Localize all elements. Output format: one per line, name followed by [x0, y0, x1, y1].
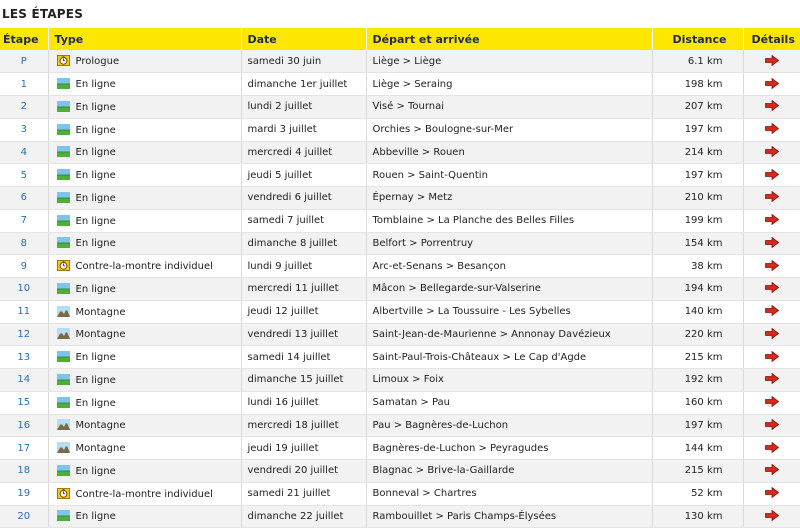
table-row [0, 96, 800, 119]
stage-date: vendredi 6 juillet [241, 187, 366, 210]
stage-type: En ligne [75, 215, 116, 227]
stage-type: Montagne [75, 420, 126, 432]
stage-type-cell [48, 346, 241, 369]
mountain-stage-icon [57, 442, 70, 453]
stage-date: dimanche 22 juillet [241, 505, 366, 528]
flat-stage-icon [57, 510, 70, 521]
flat-stage-icon [57, 215, 70, 226]
stage-route: Saint-Paul-Trois-Châteaux > Le Cap d'Agde [366, 346, 652, 369]
stage-route: Tomblaine > La Planche des Belles Filles [366, 209, 652, 232]
stage-number: P [0, 50, 48, 73]
stage-route: Mâcon > Bellegarde-sur-Valserine [366, 278, 652, 301]
table-row [0, 187, 800, 210]
stage-route: Épernay > Metz [366, 187, 652, 210]
stage-type-cell [48, 460, 241, 483]
stage-distance: 197 km [652, 118, 743, 141]
stage-date: lundi 16 juillet [241, 391, 366, 414]
flat-stage-icon [57, 397, 70, 408]
table-row [0, 482, 800, 505]
stage-number: 4 [0, 141, 48, 164]
stage-type: En ligne [75, 283, 116, 295]
flat-stage-icon [57, 78, 70, 89]
stage-distance: 52 km [652, 482, 743, 505]
details-cell [743, 369, 800, 392]
mountain-stage-icon [57, 419, 70, 430]
stage-type: En ligne [75, 101, 116, 113]
stage-distance: 192 km [652, 369, 743, 392]
stage-type-cell [48, 278, 241, 301]
table-row [0, 391, 800, 414]
details-cell [743, 73, 800, 96]
details-arrow-icon[interactable] [765, 214, 779, 225]
stage-route: Rouen > Saint-Quentin [366, 164, 652, 187]
column-header-distance: Distance [652, 28, 743, 50]
stage-type-cell [48, 482, 241, 505]
stage-type-cell [48, 73, 241, 96]
stage-type-cell [48, 164, 241, 187]
details-arrow-icon[interactable] [765, 191, 779, 202]
stage-type: En ligne [75, 465, 116, 477]
stage-distance: 160 km [652, 391, 743, 414]
details-cell [743, 50, 800, 73]
stage-distance: 6.1 km [652, 50, 743, 73]
stage-date: samedi 21 juillet [241, 482, 366, 505]
details-arrow-icon[interactable] [765, 442, 779, 453]
details-arrow-icon[interactable] [765, 396, 779, 407]
stage-type: En ligne [75, 374, 116, 386]
stage-route: Liège > Seraing [366, 73, 652, 96]
stage-date: mardi 3 juillet [241, 118, 366, 141]
flat-stage-icon [57, 237, 70, 248]
details-arrow-icon[interactable] [765, 146, 779, 157]
stage-date: dimanche 1er juillet [241, 73, 366, 96]
stage-date: jeudi 5 juillet [241, 164, 366, 187]
details-cell [743, 278, 800, 301]
stage-number: 6 [0, 187, 48, 210]
details-arrow-icon[interactable] [765, 305, 779, 316]
stage-type-cell [48, 414, 241, 437]
stage-type-cell [48, 232, 241, 255]
stage-date: jeudi 12 juillet [241, 300, 366, 323]
stage-date: dimanche 8 juillet [241, 232, 366, 255]
stage-number: 1 [0, 73, 48, 96]
column-header-type: Type [48, 28, 241, 50]
stage-type: En ligne [75, 192, 116, 204]
details-arrow-icon[interactable] [765, 351, 779, 362]
stage-type: En ligne [75, 147, 116, 159]
table-row [0, 414, 800, 437]
stage-type: En ligne [75, 79, 116, 91]
details-cell [743, 391, 800, 414]
stopwatch-icon [57, 55, 70, 66]
table-row [0, 300, 800, 323]
details-cell [743, 187, 800, 210]
stage-type-cell [48, 323, 241, 346]
stage-number: 10 [0, 278, 48, 301]
table-row [0, 255, 800, 278]
stage-distance: 140 km [652, 300, 743, 323]
stage-date: vendredi 13 juillet [241, 323, 366, 346]
stage-type: Montagne [75, 306, 126, 318]
stage-distance: 198 km [652, 73, 743, 96]
table-row [0, 232, 800, 255]
stage-route: Arc-et-Senans > Besançon [366, 255, 652, 278]
details-cell [743, 255, 800, 278]
stage-distance: 207 km [652, 96, 743, 119]
stage-number: 12 [0, 323, 48, 346]
stage-route: Visé > Tournai [366, 96, 652, 119]
flat-stage-icon [57, 146, 70, 157]
details-cell [743, 300, 800, 323]
stage-distance: 130 km [652, 505, 743, 528]
stage-distance: 215 km [652, 460, 743, 483]
details-arrow-icon[interactable] [765, 260, 779, 271]
stage-type: Contre-la-montre individuel [75, 261, 213, 273]
stage-type: En ligne [75, 511, 116, 523]
table-row [0, 323, 800, 346]
stage-type-cell [48, 369, 241, 392]
details-arrow-icon[interactable] [765, 464, 779, 475]
stage-number: 5 [0, 164, 48, 187]
stage-route: Orchies > Boulogne-sur-Mer [366, 118, 652, 141]
table-row [0, 278, 800, 301]
stage-number: 16 [0, 414, 48, 437]
stage-number: 9 [0, 255, 48, 278]
stage-type: En ligne [75, 352, 116, 364]
details-arrow-icon[interactable] [765, 419, 779, 430]
details-cell [743, 209, 800, 232]
stage-route: Belfort > Porrentruy [366, 232, 652, 255]
details-cell [743, 505, 800, 528]
stage-route: Blagnac > Brive-la-Gaillarde [366, 460, 652, 483]
stage-distance: 197 km [652, 414, 743, 437]
stage-number: 2 [0, 96, 48, 119]
table-row [0, 346, 800, 369]
details-arrow-icon[interactable] [765, 169, 779, 180]
stage-date: lundi 2 juillet [241, 96, 366, 119]
flat-stage-icon [57, 374, 70, 385]
stage-number: 17 [0, 437, 48, 460]
stage-type-cell [48, 141, 241, 164]
stage-distance: 38 km [652, 255, 743, 278]
stage-distance: 197 km [652, 164, 743, 187]
stage-route: Saint-Jean-de-Maurienne > Annonay Davézieux [366, 323, 652, 346]
stage-distance: 199 km [652, 209, 743, 232]
stage-type-cell [48, 505, 241, 528]
stage-distance: 220 km [652, 323, 743, 346]
stage-number: 18 [0, 460, 48, 483]
stage-type: En ligne [75, 170, 116, 182]
stage-date: mercredi 11 juillet [241, 278, 366, 301]
details-arrow-icon[interactable] [765, 487, 779, 498]
flat-stage-icon [57, 169, 70, 180]
stage-number: 19 [0, 482, 48, 505]
table-header-row [0, 28, 800, 50]
stage-route: Samatan > Pau [366, 391, 652, 414]
stage-date: samedi 7 juillet [241, 209, 366, 232]
stage-type-cell [48, 437, 241, 460]
stage-route: Liège > Liège [366, 50, 652, 73]
stage-number: 3 [0, 118, 48, 141]
stage-number: 8 [0, 232, 48, 255]
details-cell [743, 118, 800, 141]
stage-distance: 215 km [652, 346, 743, 369]
stage-type-cell [48, 391, 241, 414]
stage-date: mercredi 4 juillet [241, 141, 366, 164]
column-header-details: Détails [751, 32, 795, 46]
stage-type: Montagne [75, 443, 126, 455]
stage-number: 15 [0, 391, 48, 414]
details-arrow-icon[interactable] [765, 55, 779, 66]
stage-date: vendredi 20 juillet [241, 460, 366, 483]
details-cell [743, 96, 800, 119]
table-row [0, 209, 800, 232]
stage-type-cell [48, 209, 241, 232]
flat-stage-icon [57, 351, 70, 362]
stage-route: Albertville > La Toussuire - Les Sybelles [366, 300, 652, 323]
flat-stage-icon [57, 124, 70, 135]
stopwatch-icon [57, 260, 70, 271]
stage-date: samedi 30 juin [241, 50, 366, 73]
stage-distance: 194 km [652, 278, 743, 301]
stages-table-body [0, 50, 800, 528]
stage-type: Montagne [75, 329, 126, 341]
table-row [0, 73, 800, 96]
table-row [0, 50, 800, 73]
flat-stage-icon [57, 283, 70, 294]
details-cell [743, 141, 800, 164]
details-cell [743, 437, 800, 460]
stage-type-cell [48, 300, 241, 323]
stage-distance: 154 km [652, 232, 743, 255]
details-cell [743, 414, 800, 437]
flat-stage-icon [57, 192, 70, 203]
stage-number: 7 [0, 209, 48, 232]
stage-type: En ligne [75, 238, 116, 250]
stage-date: samedi 14 juillet [241, 346, 366, 369]
stage-distance: 144 km [652, 437, 743, 460]
details-cell [743, 346, 800, 369]
stage-type: Prologue [75, 56, 120, 68]
table-row [0, 369, 800, 392]
stage-number: 11 [0, 300, 48, 323]
stage-type-cell [48, 96, 241, 119]
stage-distance: 214 km [652, 141, 743, 164]
details-cell [743, 482, 800, 505]
stage-type-cell [48, 118, 241, 141]
stage-number: 14 [0, 369, 48, 392]
stage-type: En ligne [75, 124, 116, 136]
stage-type-cell [48, 187, 241, 210]
details-arrow-icon[interactable] [765, 123, 779, 134]
flat-stage-icon [57, 465, 70, 476]
table-row [0, 141, 800, 164]
column-header-date: Date [241, 28, 366, 50]
details-arrow-icon[interactable] [765, 237, 779, 248]
stage-type: En ligne [75, 397, 116, 409]
mountain-stage-icon [57, 328, 70, 339]
stage-date: lundi 9 juillet [241, 255, 366, 278]
details-cell [743, 460, 800, 483]
details-arrow-icon[interactable] [765, 282, 779, 293]
stage-type-cell [48, 255, 241, 278]
table-row [0, 118, 800, 141]
table-row [0, 460, 800, 483]
column-header-etape: Étape [0, 28, 48, 50]
stage-number: 13 [0, 346, 48, 369]
stage-date: jeudi 19 juillet [241, 437, 366, 460]
stage-type-cell [48, 50, 241, 73]
stage-number: 20 [0, 505, 48, 528]
details-arrow-icon[interactable] [765, 510, 779, 521]
mountain-stage-icon [57, 306, 70, 317]
table-row [0, 164, 800, 187]
table-row [0, 505, 800, 528]
stage-route: Rambouillet > Paris Champs-Élysées [366, 505, 652, 528]
details-arrow-icon[interactable] [765, 328, 779, 339]
stage-route: Pau > Bagnères-de-Luchon [366, 414, 652, 437]
details-arrow-icon[interactable] [765, 373, 779, 384]
stage-date: mercredi 18 juillet [241, 414, 366, 437]
table-row [0, 437, 800, 460]
stage-route: Bonneval > Chartres [366, 482, 652, 505]
stage-distance: 210 km [652, 187, 743, 210]
stage-route: Bagnères-de-Luchon > Peyragudes [366, 437, 652, 460]
page-title: LES ÉTAPES [2, 7, 84, 21]
details-arrow-icon[interactable] [765, 100, 779, 111]
stage-route: Limoux > Foix [366, 369, 652, 392]
details-cell [743, 323, 800, 346]
stage-date: dimanche 15 juillet [241, 369, 366, 392]
stopwatch-icon [57, 488, 70, 499]
details-cell [743, 164, 800, 187]
stage-type: Contre-la-montre individuel [75, 488, 213, 500]
details-cell [743, 232, 800, 255]
flat-stage-icon [57, 101, 70, 112]
details-arrow-icon[interactable] [765, 78, 779, 89]
stages-table [0, 28, 800, 528]
column-header-route: Départ et arrivée [366, 28, 652, 50]
stage-route: Abbeville > Rouen [366, 141, 652, 164]
